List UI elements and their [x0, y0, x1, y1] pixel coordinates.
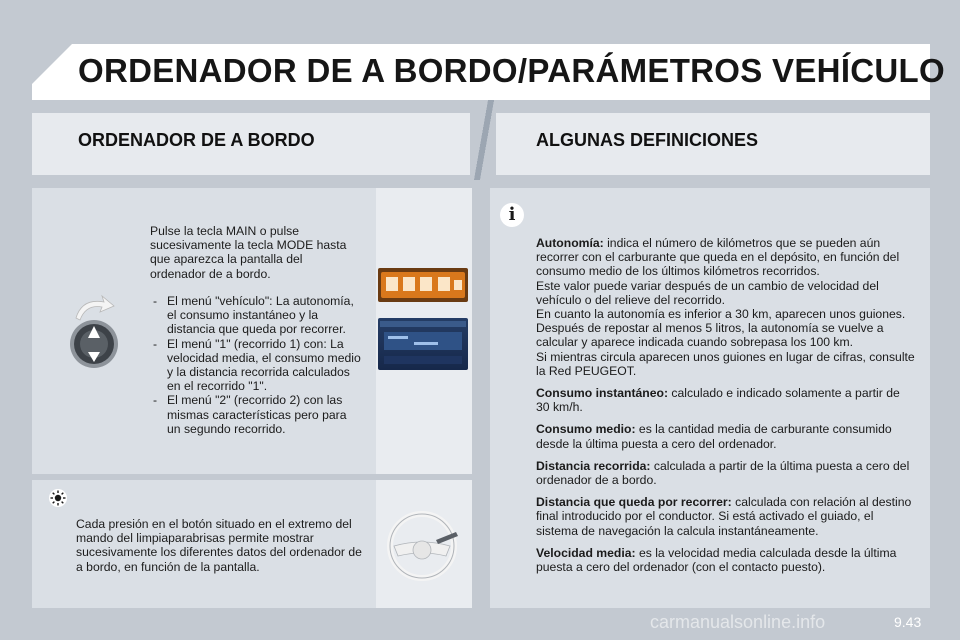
section-title-computer: ORDENADOR DE A BORDO [78, 130, 315, 150]
section-title-definitions: ALGUNAS DEFINICIONES [536, 130, 759, 150]
definitions-list [536, 236, 916, 582]
section-divider [470, 100, 496, 180]
trip-computer-screen-image [378, 268, 468, 302]
sun-icon [48, 488, 68, 508]
definition-term: Consumo instantáneo: [536, 386, 669, 401]
definition-item [536, 495, 916, 538]
tip-text: Cada presión en el botón situado en el extremo del mando del limpiaparabrisas permite mostrar sucesivamente los diferentes datos del ordenador de a bordo, en función de la pantalla. [76, 517, 362, 574]
definition-text: indica el número de kilómetros que se pueden aún recorrer con el carburante que queda en el depósito, en función del consumo medio de los últimos kilómetros recorridos. Este valor puede variar después de un cambio de velocidad del vehículo o del relieve del recorrido. En cuanto la autonomía es inferior a 30 km, aparecen unos guiones. Después de repostar al menos 5 litros, la autonomía se vuelve a calcular y aparece indicada cuando sobrepasa los 100 km. Si mientras circula aparecen unos guiones en lugar de cifras, consulte la Red PEUGEOT. [536, 236, 915, 378]
definition-term: Consumo medio: [536, 422, 636, 437]
definition-term: Autonomía: [536, 236, 604, 250]
definition-text: calculada con relación al destino final introducido por el conductor. Si está activado el guiado, el sistema de navegación la calcula instantáneamente. [536, 495, 912, 538]
definition-term: Distancia que queda por recorrer: [536, 495, 732, 510]
definition-item [536, 236, 916, 378]
list-item: - El menú "2" (recorrido 2) con las mismas características pero para un segundo recorrido. [150, 393, 362, 436]
rotary-knob-icon [64, 292, 128, 372]
definition-text: es la velocidad media calculada desde la última puesta a cero del ordenador (con el contacto puesto). [536, 545, 897, 575]
definition-text: calculado e indicado solamente a partir de 30 km/h. [536, 386, 900, 415]
list-item: - El menú "vehículo": La autonomía, el consumo instantáneo y la distancia que queda por recorrer. [150, 294, 362, 337]
page-number: 9.43 [894, 614, 922, 630]
definition-text: es la cantidad media de carburante consumido desde la última puesta a cero del ordenador. [536, 422, 892, 451]
definition-item [536, 546, 916, 574]
computer-menu-list [150, 294, 362, 436]
page-title: ORDENADOR DE A BORDO/PARÁMETROS VEHÍCULO [78, 52, 945, 89]
watermark-text: carmanualsonline.info [650, 612, 826, 632]
definition-item [536, 422, 916, 450]
definition-term: Velocidad media: [536, 545, 636, 560]
definition-term: Distancia recorrida: [536, 458, 651, 473]
list-item: - El menú "1" (recorrido 1) con: La velocidad media, el consumo medio y la distancia recorrida calculados en el recorrido "1". [150, 337, 362, 394]
navigation-display-graphic [378, 318, 468, 370]
trip-computer-display-icons [378, 268, 468, 302]
info-icon: i [500, 203, 524, 227]
definition-item [536, 459, 916, 487]
definition-item [536, 386, 916, 414]
computer-intro-text: Pulse la tecla MAIN o pulse sucesivamente la tecla MODE hasta que aparezca la pantalla del ordenador de a bordo. [150, 224, 347, 281]
navigation-screen-image [378, 318, 468, 370]
definition-text: calculada a partir de la última puesta a cero del ordenador de a bordo. [536, 458, 910, 488]
steering-wheel-icon [386, 510, 458, 582]
